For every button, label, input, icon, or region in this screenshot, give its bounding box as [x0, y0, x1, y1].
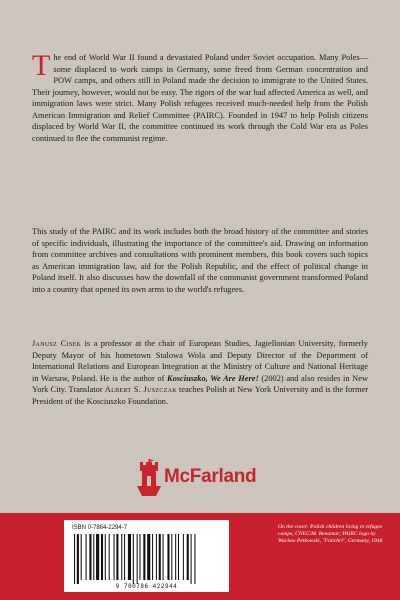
cover-caption: On the cover: Polish children living in refugee camps, CNEC/M. Benamar; PAIRC logo by Wacław Petkowski, "Fanchri", Germany, 1948: [278, 524, 383, 544]
mcfarland-castle-icon: [134, 458, 164, 498]
author-bio: [32, 338, 368, 407]
author-bio-text-c: teaches Polish at New York University and is the former President of the Kosciuszko Foundation.: [32, 385, 368, 406]
translator-name: Albert S. Juszczak: [104, 385, 177, 394]
publisher-logo: [134, 458, 284, 502]
author-bio-text-b: (2002) and also resides in New York City. Translator: [32, 373, 368, 394]
synopsis-paragraph-2: [32, 226, 368, 295]
book-title: Kosciuszko, We Are Here!: [167, 373, 259, 383]
publisher-name: McFarland: [164, 466, 257, 487]
synopsis-paragraph-1: [32, 49, 368, 144]
synopsis-text-2: This study of the PAIRC and its work includes both the broad history of the committee and stories of specific individuals, illustrating the importance of the committee's aid. Drawing on information from committee archives and consultations with prominent members, this book covers such topics as American immigration law, aid for the Polish Republic, and the effect of political change in Poland itself. It also discusses how the downfall of the communist government transformed Poland into a country that opened its own arms to the world's refugees.: [32, 227, 368, 294]
barcode-panel: [64, 520, 229, 592]
synopsis-text-1: he end of World War II found a devastated Poland under Soviet occupation. Many Poles—some displaced to work camps in Germany, some freed from German concentration and POW camps, and others still in Poland made the decision to immigrate to the United States. Their journey, however, would not be easy. The rigors of the war had affected America as well, and immigration laws were strict. Many Polish refugees received much-needed help from the Polish American Immigration and Relief Committee (PAIRC). Founded in 1947 to help Polish citizens displaced by World War II, the committee continued its work through the Cold War era as Poles continued to flee the communist regime.: [32, 53, 368, 143]
isbn-label: ISBN 0-7864-2294-7: [72, 525, 128, 531]
barcode-number: 9 780786 422944: [115, 583, 178, 590]
author-bio-text-a: is a professor at the chair of European Studies, Jagiellonian University, formerly Deputy Mayor of his hometown Stalowa Wola and Deputy Director of the Department of International Relations and European Integration at the Ministry of Culture and National Heritage in Warsaw, Poland. He is the author of: [32, 339, 368, 383]
barcode-icon: [70, 534, 223, 586]
drop-cap: T: [32, 49, 51, 82]
author-name: Janusz Cisek: [32, 339, 82, 348]
